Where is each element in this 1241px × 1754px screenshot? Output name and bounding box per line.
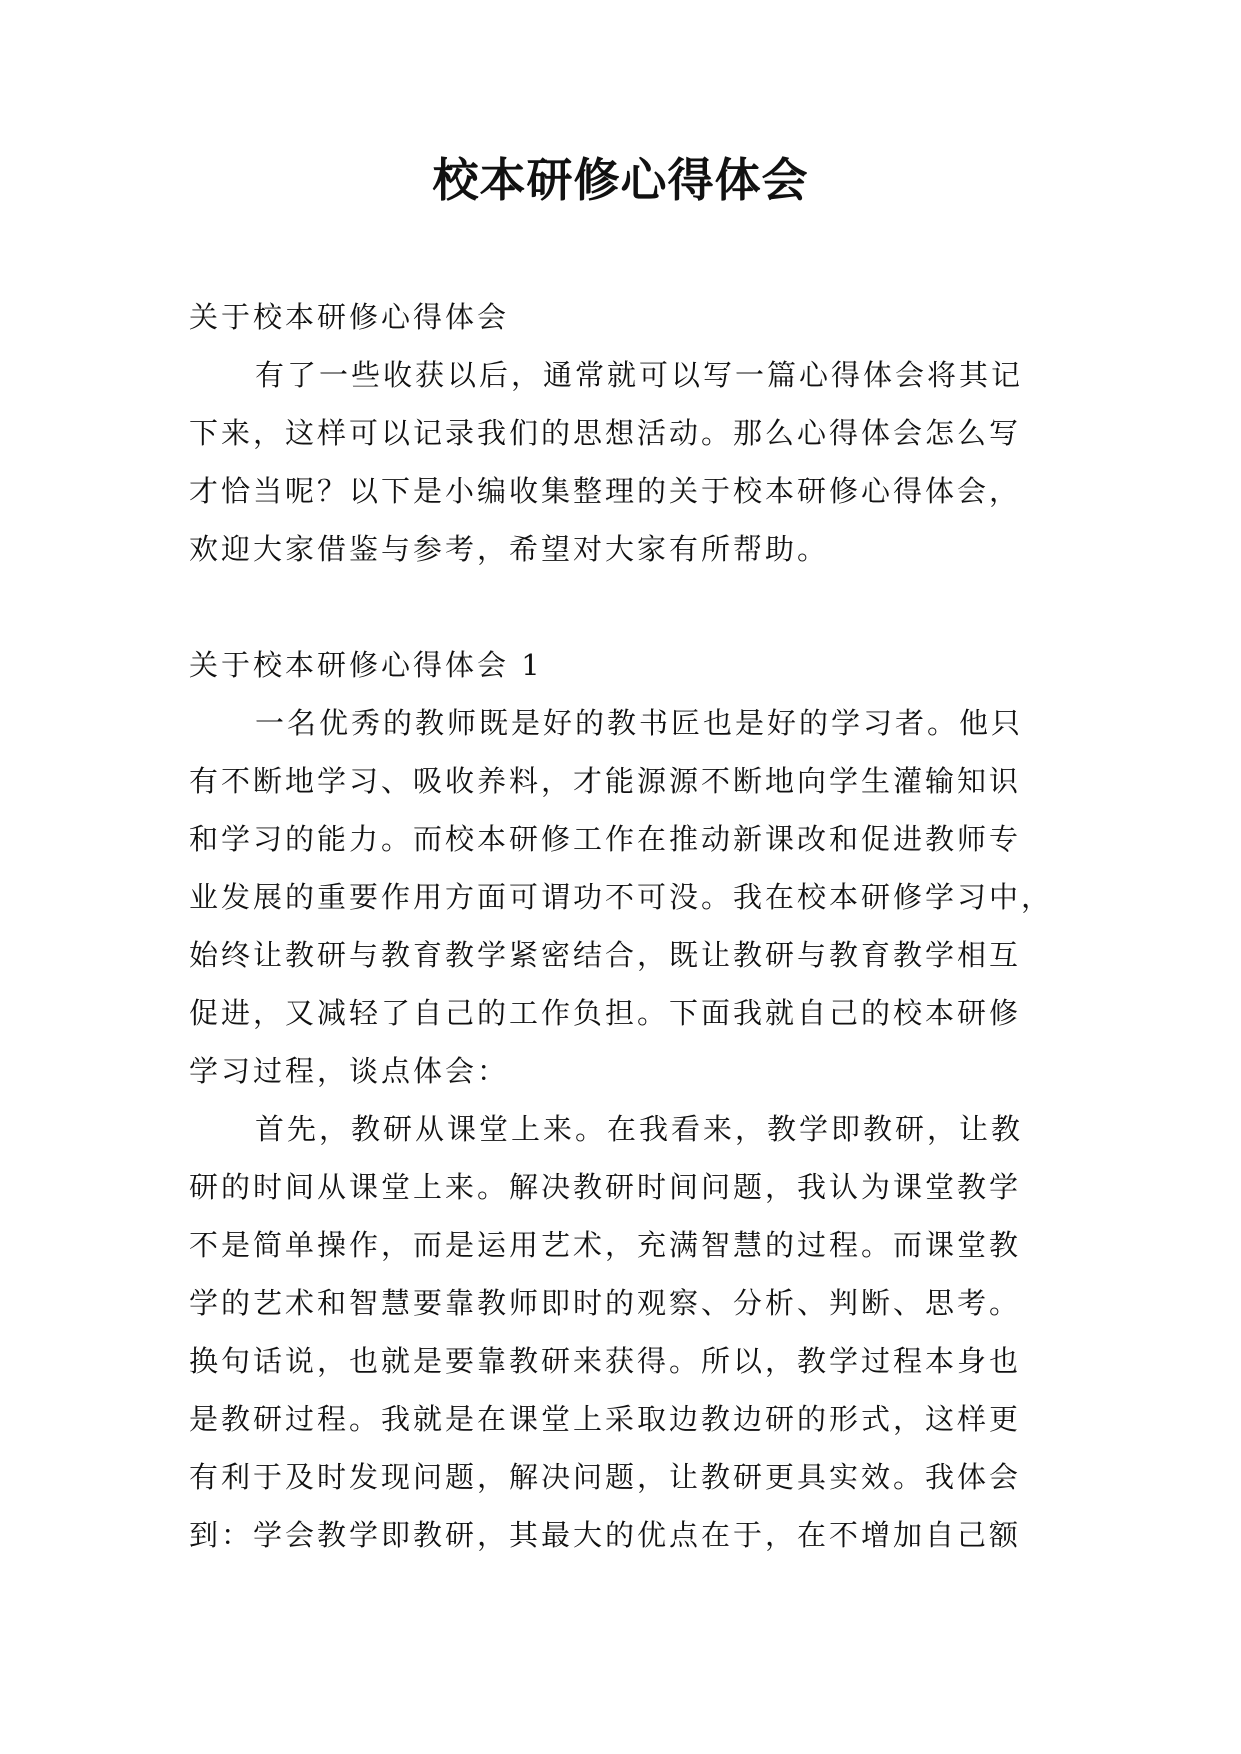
text-line: 学的艺术和智慧要靠教师即时的观察、分析、判断、思考。 xyxy=(189,1286,1022,1320)
text-line: 不是简单操作，而是运用艺术，充满智慧的过程。而课堂教 xyxy=(189,1228,1022,1262)
intro-heading: 关于校本研修心得体会 xyxy=(189,300,510,334)
text-line: 首先，教研从课堂上来。在我看来，教学即教研，让教 xyxy=(255,1112,1024,1146)
text-line: 是教研过程。我就是在课堂上采取边教边研的形式，这样更 xyxy=(189,1402,1022,1436)
text-line: 业发展的重要作用方面可谓功不可没。我在校本研修学习中， xyxy=(189,880,1054,914)
intro-paragraph xyxy=(189,346,1059,578)
text-line: 有了一些收获以后，通常就可以写一篇心得体会将其记 xyxy=(255,358,1024,392)
text-line: 学习过程，谈点体会： xyxy=(189,1054,510,1088)
text-line: 欢迎大家借鉴与参考，希望对大家有所帮助。 xyxy=(189,532,830,566)
text-line: 有不断地学习、吸收养料，才能源源不断地向学生灌输知识 xyxy=(189,764,1022,798)
text-line: 促进，又减轻了自己的工作负担。下面我就自己的校本研修 xyxy=(189,996,1022,1030)
text-line: 研的时间从课堂上来。解决教研时间问题，我认为课堂教学 xyxy=(189,1170,1022,1204)
text-line: 下来，这样可以记录我们的思想活动。那么心得体会怎么写 xyxy=(189,416,1022,450)
document-body xyxy=(189,288,1059,1564)
text-line: 到：学会教学即教研，其最大的优点在于，在不增加自己额 xyxy=(189,1518,1022,1552)
text-line: 和学习的能力。而校本研修工作在推动新课改和促进教师专 xyxy=(189,822,1022,856)
text-line: 有利于及时发现问题，解决问题，让教研更具实效。我体会 xyxy=(189,1460,1022,1494)
text-line: 换句话说，也就是要靠教研来获得。所以，教学过程本身也 xyxy=(189,1344,1022,1378)
text-line: 一名优秀的教师既是好的教书匠也是好的学习者。他只 xyxy=(255,706,1024,740)
text-line: 才恰当呢？以下是小编收集整理的关于校本研修心得体会， xyxy=(189,474,1022,508)
text-line: 始终让教研与教育教学紧密结合，既让教研与教育教学相互 xyxy=(189,938,1022,972)
document-title: 校本研修心得体会 xyxy=(432,153,809,207)
section-1-heading: 关于校本研修心得体会 1 xyxy=(189,648,543,682)
section-1-paragraph-2 xyxy=(189,1100,1059,1564)
section-1-paragraph-1 xyxy=(189,694,1059,1100)
section-spacer xyxy=(189,578,1059,636)
